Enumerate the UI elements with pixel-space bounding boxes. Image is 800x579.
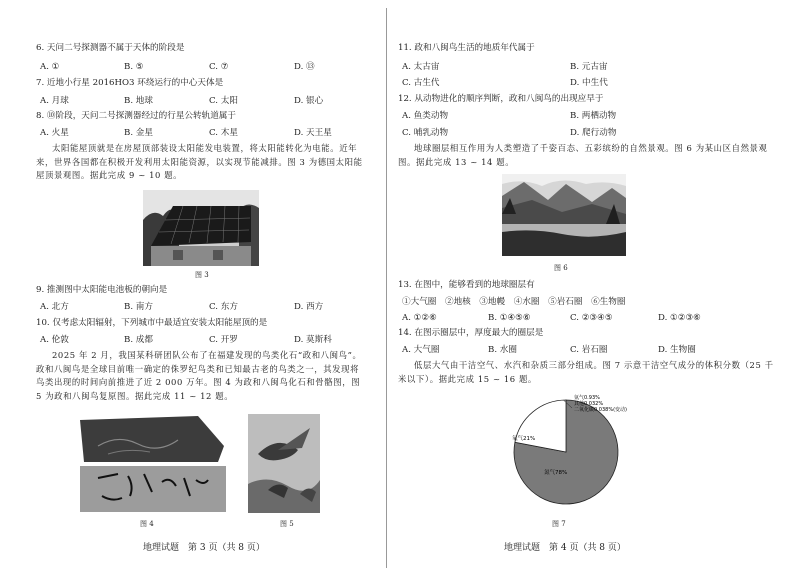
q12-option-b: B. 两栖动物 bbox=[570, 111, 617, 121]
figure-5-reconstruction-image bbox=[248, 414, 320, 513]
figure-5-caption: 图 5 bbox=[280, 520, 294, 528]
q10-option-b: B. 成都 bbox=[124, 335, 153, 345]
q6-option-d: D. ⑬ bbox=[294, 62, 315, 72]
q9-stem: 9. 推测图中太阳能电池板的朝向是 bbox=[36, 285, 168, 295]
q11-option-b: B. 元古宙 bbox=[570, 62, 608, 72]
figure-6-landscape-photo bbox=[502, 174, 626, 256]
passage-fossil-bird: 2025 年 2 月，我国某科研团队公布了在福建发现的鸟类化石“政和八闽鸟”。政和八闽鸟是全球目前唯一确定的侏罗纪鸟类和已知最古老的鸟类之一，其发现将鸟类出现的时间向前推进了近 2 000 万年。图 4 为政和八闽鸟化石和骨骼图，图 5 为政和八闽鸟复原图。据此完成 11 ~ 12 题。 bbox=[36, 350, 362, 401]
passage-landscape: 地球圈层相互作用为人类塑造了千姿百态、五彩缤纷的自然景观。图 6 为某山区自然景观图。据此完成 13 ~ 14 题。 bbox=[398, 143, 768, 167]
pie-label-co2: 二氧化碳0.038%(变动) bbox=[574, 407, 627, 413]
q11-option-a: A. 太古宙 bbox=[402, 62, 440, 72]
q13-option-b: B. ①④⑤⑥ bbox=[488, 313, 531, 323]
q13-option-a: A. ①②⑥ bbox=[402, 313, 437, 323]
q6-stem: 6. 天问二号探测器不属于天体的阶段是 bbox=[36, 43, 185, 53]
q8-option-b: B. 金星 bbox=[124, 128, 153, 138]
q8-option-c: C. 木星 bbox=[209, 128, 238, 138]
q12-option-d: D. 爬行动物 bbox=[570, 128, 617, 138]
q11-stem: 11. 政和八闽鸟生活的地质年代属于 bbox=[398, 43, 535, 53]
q9-option-b: B. 南方 bbox=[124, 302, 153, 312]
q9-option-a: A. 北方 bbox=[40, 302, 69, 312]
figure-3-solar-roof-photo bbox=[143, 190, 259, 266]
q10-stem: 10. 仅考虑太阳辐射，下列城市中最适宜安装太阳能屋顶的是 bbox=[36, 318, 268, 328]
q7-option-c: C. 太阳 bbox=[209, 96, 238, 106]
q10-option-c: C. 开罗 bbox=[209, 335, 238, 345]
pie-chart-svg bbox=[504, 388, 704, 518]
q14-option-c: C. 岩石圈 bbox=[570, 345, 608, 355]
figure-4-caption: 图 4 bbox=[140, 520, 154, 528]
q8-option-d: D. 天王星 bbox=[294, 128, 332, 138]
q6-option-c: C. ⑦ bbox=[209, 62, 229, 72]
q7-option-b: B. 地球 bbox=[124, 96, 153, 106]
q11-option-c: C. 古生代 bbox=[402, 78, 440, 88]
q6-option-a: A. ① bbox=[40, 62, 60, 72]
page-4-column bbox=[392, 0, 800, 579]
q12-option-c: C. 哺乳动物 bbox=[402, 128, 449, 138]
pie-label-argon: 氩气0.93% bbox=[574, 395, 600, 401]
figure-4-fossil-image bbox=[78, 416, 226, 512]
passage-atmosphere: 低层大气由干洁空气、水汽和杂质三部分组成。图 7 示意干洁空气成分的体积分数（25 千米以下）。据此完成 15 ~ 16 题。 bbox=[398, 360, 774, 384]
q14-option-b: B. 水圈 bbox=[488, 345, 517, 355]
q13-option-d: D. ①②③⑥ bbox=[658, 313, 701, 323]
column-divider bbox=[386, 8, 387, 568]
q13-stem: 13. 在图中，能够看到的地球圈层有 bbox=[398, 280, 535, 290]
pie-label-other: 其他0.032% bbox=[574, 401, 604, 407]
q7-option-a: A. 月球 bbox=[40, 96, 69, 106]
q12-stem: 12. 从动物进化的顺序判断，政和八闽鸟的出现应早于 bbox=[398, 94, 604, 104]
q9-option-d: D. 西方 bbox=[294, 302, 324, 312]
q8-stem: 8. ⑩阶段，天问二号探测器经过的行星公转轨道属于 bbox=[36, 111, 236, 121]
q10-option-d: D. 莫斯科 bbox=[294, 335, 332, 345]
q12-option-a: A. 鱼类动物 bbox=[402, 111, 449, 121]
q7-stem: 7. 近地小行星 2016HO3 环绕运行的中心天体是 bbox=[36, 78, 224, 88]
figure-6-caption: 图 6 bbox=[554, 264, 568, 272]
q14-stem: 14. 在图示圈层中，厚度最大的圈层是 bbox=[398, 328, 544, 338]
q7-option-d: D. 银心 bbox=[294, 96, 324, 106]
page-3-footer: 地理试题 第 3 页（共 8 页） bbox=[143, 543, 265, 553]
figure-3-caption: 图 3 bbox=[195, 271, 209, 279]
pie-label-nitrogen: 氮气78% bbox=[544, 470, 568, 476]
passage-solar-roof: 太阳能屋顶就是在房屋顶部装设太阳能发电装置，将太阳能转化为电能。近年来，世界各国都在积极开发利用太阳能资源，以实现节能减排。图 3 为德国太阳能屋顶景观图。据此完成 9 ~ 10 题。 bbox=[36, 143, 363, 180]
page-3-column bbox=[0, 0, 380, 579]
q13-statements: ①大气圈 ②地核 ③地幔 ④水圈 ⑤岩石圈 ⑥生物圈 bbox=[402, 297, 626, 307]
figure-7-caption: 图 7 bbox=[552, 520, 566, 528]
q10-option-a: A. 伦敦 bbox=[40, 335, 69, 345]
q8-option-a: A. 火星 bbox=[40, 128, 69, 138]
pie-label-oxygen: 氧气21% bbox=[512, 436, 536, 442]
q14-option-a: A. 大气圈 bbox=[402, 345, 440, 355]
q14-option-d: D. 生物圈 bbox=[658, 345, 696, 355]
q9-option-c: C. 东方 bbox=[209, 302, 238, 312]
q11-option-d: D. 中生代 bbox=[570, 78, 608, 88]
q13-option-c: C. ②③④⑤ bbox=[570, 313, 613, 323]
page-4-footer: 地理试题 第 4 页（共 8 页） bbox=[504, 543, 626, 553]
figure-7-pie-chart bbox=[504, 388, 704, 518]
q6-option-b: B. ⑤ bbox=[124, 62, 144, 72]
